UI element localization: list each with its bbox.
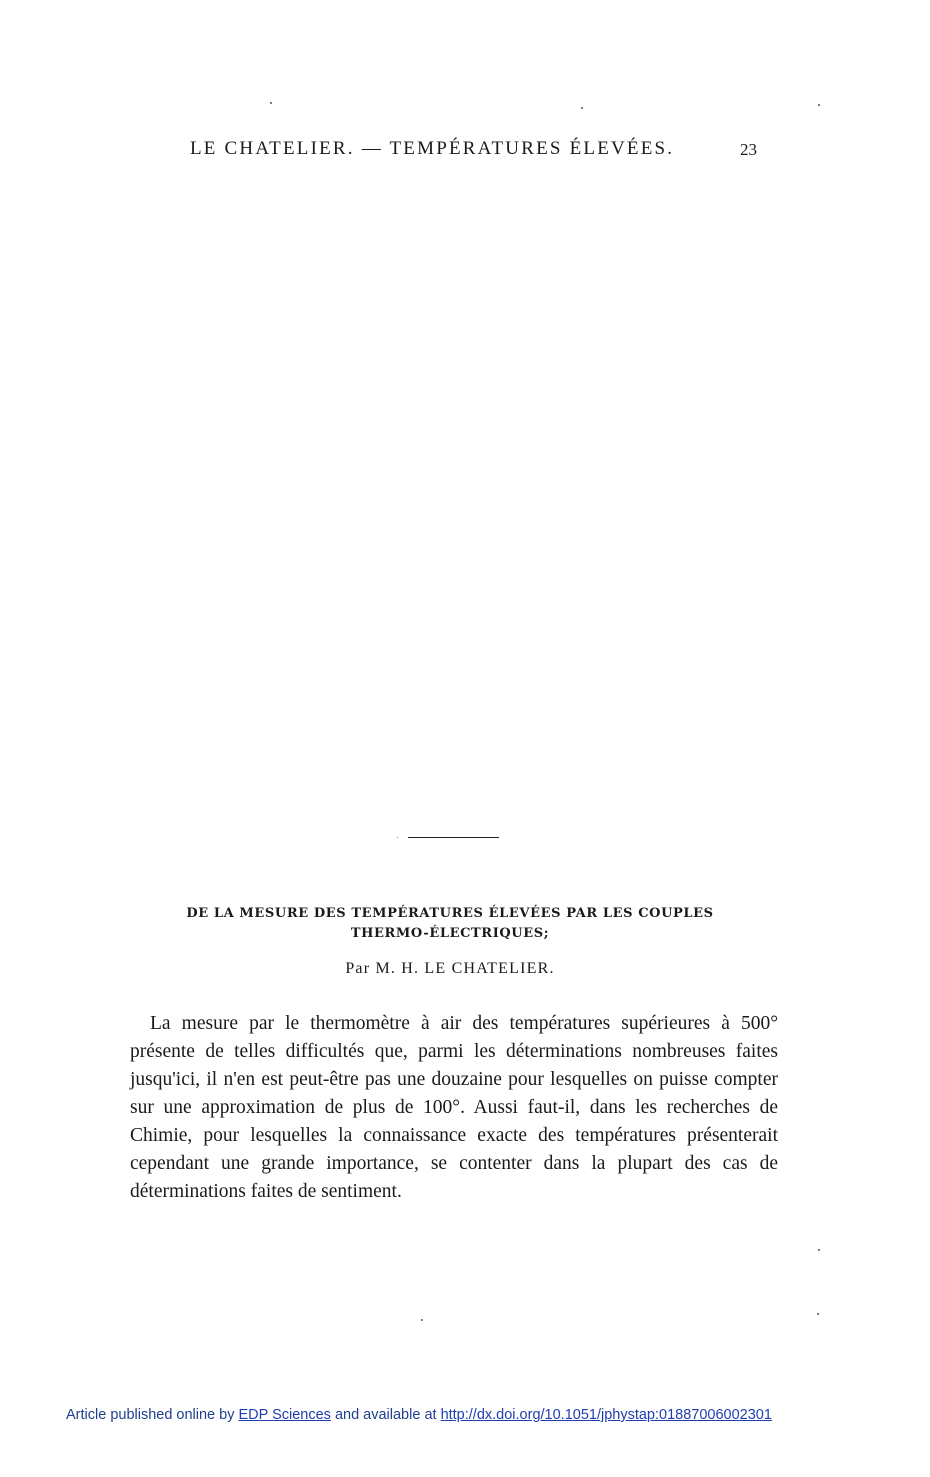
section-divider (408, 837, 499, 838)
publication-footer (66, 1407, 916, 1423)
scan-speck (818, 104, 820, 106)
scan-speck (817, 1313, 819, 1315)
scan-speck (581, 107, 583, 109)
scan-speck (397, 837, 398, 838)
article-title-line-1: DE LA MESURE DES TEMPÉRATURES ÉLEVÉES PAR LES COUPLES (186, 906, 714, 921)
article-title (130, 904, 770, 944)
publisher-link[interactable]: EDP Sciences (238, 1407, 331, 1423)
page-number: 23 (740, 140, 757, 159)
running-title: LE CHATELIER. — TEMPÉRATURES ÉLEVÉES. (190, 138, 675, 159)
footer-middle: and available at (334, 1407, 437, 1423)
scan-speck (818, 1249, 820, 1251)
doi-link[interactable]: http://dx.doi.org/10.1051/jphystap:01887006002301 (440, 1407, 772, 1423)
author-byline: Par M. H. LE CHATELIER. (345, 960, 555, 977)
footer-prefix: Article published online by (66, 1407, 235, 1423)
scan-speck (421, 1319, 423, 1321)
scan-speck (270, 102, 272, 104)
page-header (0, 138, 930, 166)
article-title-line-2: THERMO-ÉLECTRIQUES; (350, 926, 550, 941)
body-paragraph: La mesure par le thermomètre à air des températures supérieures à 500° présente de telles difficultés que, parmi les déterminations nombreuses faites jusqu'ici, il n'en est peut-être pas une douzaine pour lesquelles on puisse compter sur une approximation de plus de 100°. Aussi faut-il, dans les recherches de Chimie, pour lesquelles la connaissance exacte des températures présenterait cependant une grande importance, se contenter dans la plupart des cas de déterminations faites de sentiment. (130, 1013, 778, 1202)
